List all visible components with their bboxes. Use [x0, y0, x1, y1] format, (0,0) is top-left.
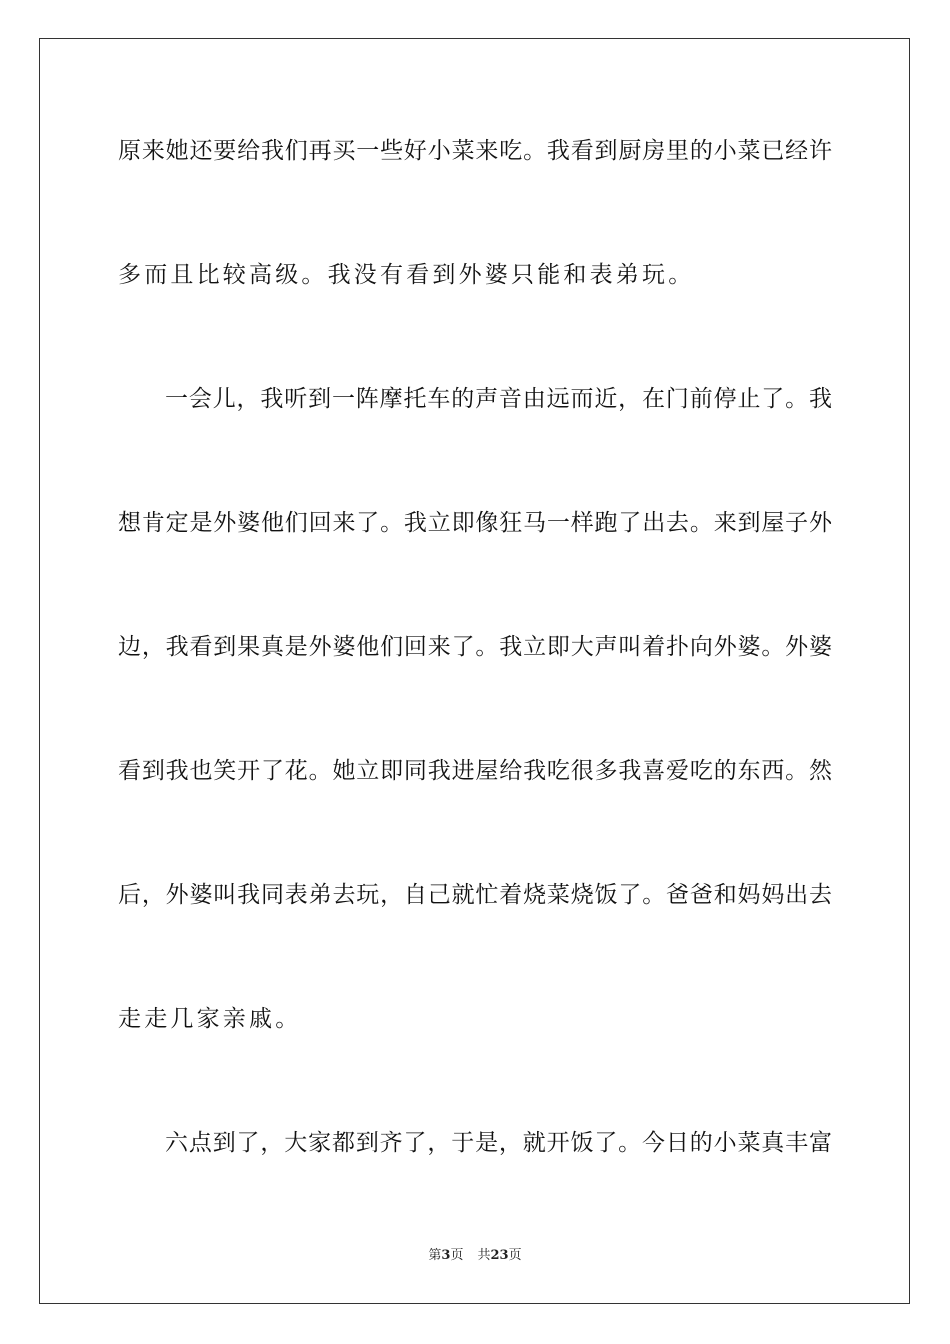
page-suffix: 页 — [450, 1248, 464, 1263]
text-line: 一会儿，我听到一阵摩托车的声音由远而近，在门前停止了。我 — [165, 386, 832, 412]
text-line: 六点到了，大家都到齐了，于是，就开饭了。今日的小菜真丰富 — [165, 1130, 832, 1156]
current-page-number: 3 — [441, 1248, 451, 1263]
page-footer — [0, 1246, 950, 1266]
text-line: 想肯定是外婆他们回来了。我立即像狂马一样跑了出去。来到屋子外 — [118, 510, 832, 536]
text-line: 后，外婆叫我同表弟去玩，自己就忙着烧菜烧饭了。爸爸和妈妈出去 — [118, 882, 832, 908]
page-border — [39, 38, 910, 1304]
total-pages-number: 23 — [490, 1248, 509, 1263]
text-line: 多而且比较高级。我没有看到外婆只能和表弟玩。 — [118, 262, 695, 288]
total-prefix: 共 — [477, 1248, 491, 1263]
text-line: 原来她还要给我们再买一些好小菜来吃。我看到厨房里的小菜已经许 — [118, 138, 832, 164]
total-suffix: 页 — [508, 1248, 522, 1263]
text-line: 走走几家亲戚。 — [118, 1006, 302, 1032]
text-line: 看到我也笑开了花。她立即同我进屋给我吃很多我喜爱吃的东西。然 — [118, 758, 832, 784]
page-prefix: 第 — [428, 1248, 442, 1263]
text-line: 边，我看到果真是外婆他们回来了。我立即大声叫着扑向外婆。外婆 — [118, 634, 832, 660]
